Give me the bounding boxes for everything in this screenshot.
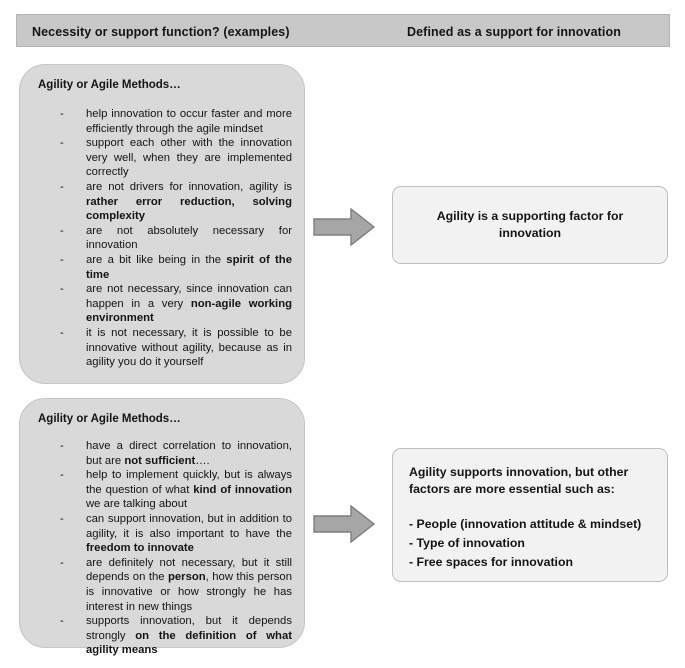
statement-bullet [48, 468, 292, 512]
statement-bullet [48, 512, 292, 556]
statement-text: are a bit like being in the [86, 253, 227, 266]
statement-bullet [48, 326, 292, 370]
statement-text: are definitely not necessary, but it still depends on the [86, 556, 292, 584]
statement-emphasis: freedom to innovate [86, 542, 194, 555]
statement-bullet [48, 282, 292, 326]
statement-panel-1 [19, 64, 305, 384]
bullet-marker: - [60, 512, 64, 525]
statement-bullet [48, 614, 292, 658]
bullet-marker: - [60, 615, 64, 628]
statement-bullet [48, 556, 292, 614]
statement-panel-2-title: Agility or Agile Methods… [38, 413, 181, 425]
statement-emphasis: on the definition of what agility means [86, 629, 292, 657]
statement-text: we are talking about [86, 498, 188, 511]
statement-text: are not necessary, since innovation can happen in a very [86, 283, 292, 310]
statement-text: , how this person is innovative or how strongly he has interest in new things [86, 571, 293, 613]
conclusion-box-2 [392, 448, 668, 582]
statement-panel-1-title: Agility or Agile Methods… [38, 79, 181, 91]
bullet-marker: - [60, 253, 64, 266]
bullet-marker: - [60, 283, 64, 296]
statement-bullet [48, 107, 292, 136]
column-header-right: Defined as a support for innovation [407, 24, 621, 39]
statement-emphasis: non-agile working environment [86, 297, 292, 325]
statement-text: support each other with the innovation very well, when they are implemented correctly [86, 137, 292, 179]
statement-emphasis: person [167, 571, 206, 584]
statement-panel-1-list [48, 107, 292, 370]
statement-bullet [48, 224, 292, 253]
conclusion-factor-item: - Type of innovation [409, 536, 525, 550]
statement-text: it is not necessary, it is possible to be innovative without agility, because as in agility you do it yourself [86, 326, 292, 369]
statement-text: help to implement quickly, but is always the question of what [86, 469, 292, 496]
statement-emphasis: rather error reduction, solving complexity [86, 195, 292, 223]
statement-text: …. [195, 454, 210, 467]
conclusion-factor-item: - People (innovation attitude & mindset) [409, 517, 642, 531]
bullet-marker: - [60, 326, 64, 339]
flow-arrow-right-icon [313, 505, 375, 543]
conclusion-box-2-list [409, 515, 653, 572]
statement-bullet [48, 136, 292, 180]
flow-arrow-right-icon [313, 208, 375, 246]
statement-panel-2 [19, 398, 305, 657]
bullet-marker: - [60, 224, 64, 237]
bullet-marker: - [60, 137, 64, 150]
statement-text: supports innovation, but it depends strongly [86, 615, 292, 642]
statement-bullet [48, 180, 292, 224]
statement-text: are not absolutely necessary for innovation [86, 224, 292, 252]
bullet-marker: - [60, 180, 64, 193]
bullet-marker: - [60, 440, 64, 452]
statement-text: have a direct correlation to innovation, but are [86, 440, 292, 467]
conclusion-box-1 [392, 186, 668, 264]
statement-text: can support innovation, but in addition to agility, it is also important to have the [86, 512, 292, 540]
statement-emphasis: spirit of the time [86, 253, 292, 281]
statement-panel-2-list [48, 439, 292, 658]
statement-text: help innovation to occur faster and more efficiently through the agile mindset [86, 108, 292, 135]
statement-emphasis: not sufficient [124, 454, 196, 467]
statement-emphasis: kind of innovation [193, 483, 292, 496]
column-header-left: Necessity or support function? (examples) [32, 24, 290, 39]
bullet-marker: - [60, 469, 64, 482]
statement-text: are not drivers for innovation, agility is [86, 180, 292, 193]
conclusion-box-1-heading: Agility is a supporting factor for innovation [436, 209, 624, 240]
statement-bullet [48, 253, 292, 282]
bullet-marker: - [60, 556, 64, 569]
conclusion-factor-item: - Free spaces for innovation [409, 555, 573, 569]
bullet-marker: - [60, 108, 64, 120]
conclusion-box-2-heading: Agility supports innovation, but other factors are more essential such as: [409, 465, 629, 496]
column-header-band [16, 14, 670, 47]
statement-bullet [48, 439, 292, 468]
